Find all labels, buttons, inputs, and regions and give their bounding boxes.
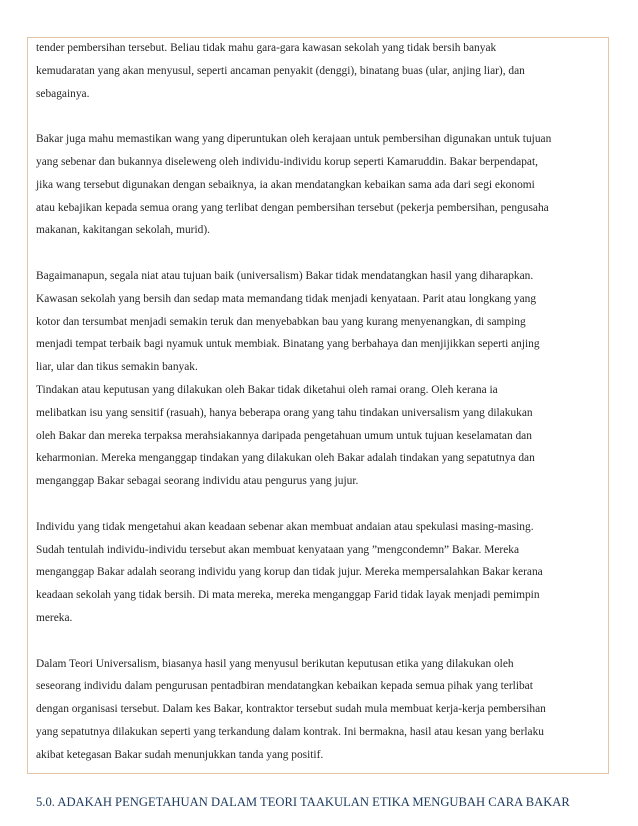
text-line: yang sebenar dan bukannya diseleweng oleh individu-individu korup seperti Kamaruddin. Bakar berpendapat, [36,155,538,168]
text-line: dengan organisasi tersebut. Dalam kes Bakar, kontraktor tersebut sudah mula membuat kerja-kerja pembersihan [36,703,546,716]
text-line: oleh Bakar dan mereka terpaksa merahsiakannya daripada pengetahuan umum untuk tujuan keselamatan dan [36,429,532,442]
document-body [36,37,596,814]
text-line: kemudaratan yang akan menyusul, seperti ancaman penyakit (denggi), binatang buas (ular, anjing liar), dan [36,64,525,77]
text-line: keadaan sekolah yang tidak bersih. Di mata mereka, mereka menganggap Farid tidak layak menjadi pemimpin [36,589,540,602]
text-line: liar, ular dan tikus semakin banyak. [36,361,198,374]
text-line: kotor dan tersumbat menjadi semakin teruk dan menyebabkan bau yang kurang menyenangkan, di samping [36,315,526,328]
text-line: Individu yang tidak mengetahui akan keadaan sebenar akan membuat andaian atau spekulasi masing-masing. [36,520,534,533]
text-line: melibatkan isu yang sensitif (rasuah), hanya beberapa orang yang tahu tindakan universalism yang dilakukan [36,406,533,419]
text-line: Tindakan atau keputusan yang dilakukan oleh Bakar tidak diketahui oleh ramai orang. Oleh kerana ia [36,383,498,396]
text-line: yang sepatutnya dilakukan seperti yang terkandung dalam kontrak. Ini bermakna, hasil atau kesan yang berlaku [36,725,544,738]
paragraph-2 [36,128,596,242]
text-line: Sudah tentulah individu-individu tersebut akan membuat kenyataan yang ”mengcondemn” Bakar. Mereka [36,543,520,556]
text-line: menjadi tempat terbaik bagi nyamuk untuk membiak. Binatang yang berbahaya dan menjijikkan seperti anjing [36,338,540,351]
paragraph-5 [36,653,596,767]
text-line: menganggap Bakar sebagai seorang individu atau pengurus yang jujur. [36,475,359,488]
text-line: mereka. [36,611,73,624]
text-line: Bagaimanapun, segala niat atau tujuan baik (universalism) Bakar tidak mendatangkan hasil yang diharapkan. [36,269,534,282]
text-line: seseorang individu dalam pengurusan pentadbiran mendatangkan kebaikan kepada semua pihak yang terlibat [36,680,533,693]
paragraph-1 [36,37,596,105]
text-line: keharmonian. Mereka menganggap tindakan yang dilakukan oleh Bakar adalah tindakan yang sepatutnya dan [36,452,535,465]
text-line: Bakar juga mahu memastikan wang yang diperuntukan oleh kerajaan untuk pembersihan digunakan untuk tujuan [36,133,552,146]
text-line: makanan, kakitangan sekolah, murid). [36,224,210,237]
text-line: Dalam Teori Universalism, biasanya hasil yang menyusul berikutan keputusan etika yang dilakukan oleh [36,657,514,670]
text-line: akibat ketegasan Bakar sudah menunjukkan tanda yang positif. [36,748,324,761]
paragraph-3 [36,265,596,493]
text-line: sebagainya. [36,87,90,100]
text-line: tender pembersihan tersebut. Beliau tidak mahu gara-gara kawasan sekolah yang tidak bersih banyak [36,42,497,54]
text-line: menganggap Bakar adalah seorang individu yang korup dan tidak jujur. Mereka mempersalahkan Bakar kerana [36,566,543,579]
text-line: Kawasan sekolah yang bersih dan sedap mata memandang tidak menjadi kenyataan. Parit atau longkang yang [36,292,537,305]
section-heading: 5.0. ADAKAH PENGETAHUAN DALAM TEORI TAAKULAN ETIKA MENGUBAH CARA BAKAR [36,795,570,810]
text-line: atau kebajikan kepada semua orang yang terlibat dengan pembersihan tersebut (pekerja pembersihan, pengusaha [36,201,549,214]
text-line: jika wang tersebut digunakan dengan sebaiknya, ia akan mendatangkan kebaikan sama ada dari segi ekonomi [36,178,535,191]
paragraph-4 [36,516,596,630]
